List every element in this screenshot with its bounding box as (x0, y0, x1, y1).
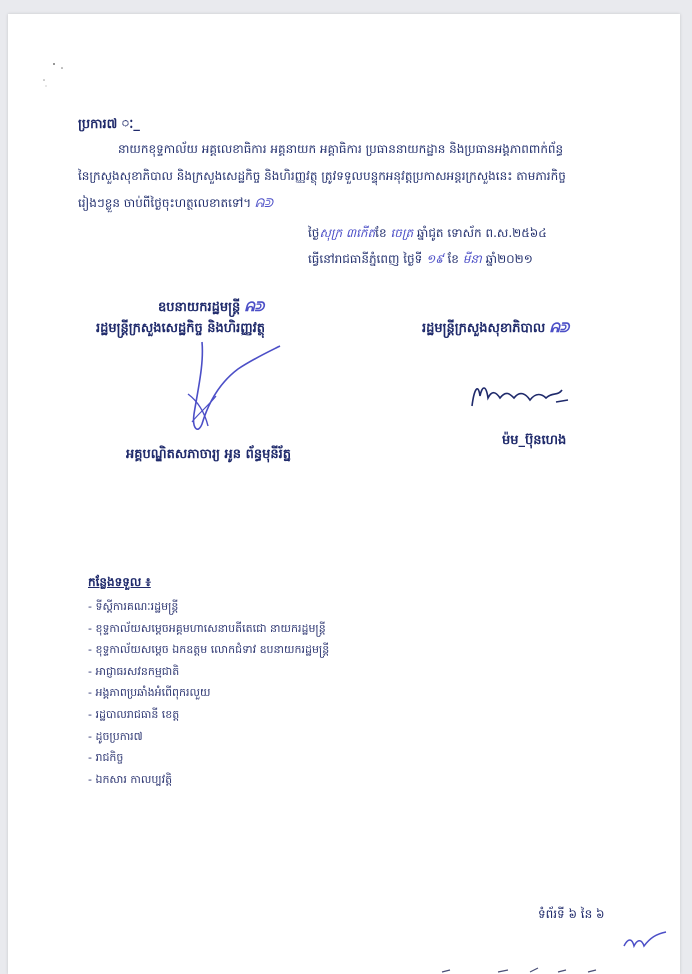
date-solar-prefix: ធ្វើនៅរាជធានីភ្នំពេញ ថ្ងៃទី (308, 252, 423, 266)
body-line: នាយកខុទ្ទកាល័យ អគ្គលេខាធិការ អគ្គនាយក អគ្គាធិការ ប្រធាននាយកដ្ឋាន និងប្រធានអង្គភាពពាក់ព័ន្ធ (118, 142, 564, 156)
next-page-edge-marks (438, 962, 598, 974)
right-title-initials: ᕱᕲ (549, 321, 570, 336)
right-signatory-title (422, 320, 569, 339)
page-initials-icon (622, 930, 668, 950)
date-lunar-suffix: ឆ្នាំជូត ទោស័ក ព.ស.២៥៦៤ (416, 226, 547, 240)
document-page (8, 14, 680, 974)
body-initials: ᕱᕲ (255, 196, 273, 210)
list-item: - ខុទ្ទកាល័យសម្តេចអគ្គមហាសេនាបតីតេជោ នាយករដ្ឋមន្ត្រី (88, 618, 329, 640)
body-paragraph (78, 136, 648, 217)
page-number: ទំព័រទី ៦ នៃ ៦ (538, 907, 605, 921)
date-solar-month-word: ខែ (447, 252, 459, 266)
article-label: ប្រការ៧ ៈ_ (78, 117, 140, 132)
date-lunar-day: សុក្រ ៣កើត (319, 226, 376, 240)
date-lunar-month: ចេត្រ (390, 226, 414, 240)
list-item: - រដ្ឋបាលរាជធានី ខេត្ត (88, 704, 329, 726)
date-solar-suffix: ឆ្នាំ២០២១ (485, 252, 533, 266)
left-signatory-name: អគ្គបណ្ឌិតសភាចារ្យ អូន ព័ន្ធមុនីរ័ត្ន (126, 447, 291, 462)
list-item: - អង្គភាពប្រឆាំងអំពើពុករលួយ (88, 682, 329, 704)
date-solar (308, 246, 547, 272)
body-line: នៃក្រសួងសុខាភិបាល និងក្រសួងសេដ្ឋកិច្ច និងហិរញ្ញវត្ថុ ត្រូវទទួលបន្ទុកអនុវត្តប្រកាសអន្តរក្រសួងនេះ តាមភារកិច្ច (78, 169, 566, 183)
list-item: - ខុទ្ទកាល័យសម្តេច ឯកឧត្តម លោកជំទាវ ឧបនាយករដ្ឋមន្ត្រី (88, 639, 329, 661)
body-line-text: រៀងៗខ្លួន ចាប់ពីថ្ងៃចុះហត្ថលេខាតទៅ។ (78, 196, 252, 210)
left-title-initials: ᕱᕲ (244, 300, 265, 315)
recipients-list (88, 596, 329, 790)
recipients-label: កន្លែងទទួល ៖ (88, 575, 151, 589)
date-solar-month: មីនា (462, 252, 482, 266)
right-signatory-name: ម៉ម_ប៊ុនហេង (502, 433, 567, 448)
right-signature-icon (466, 376, 576, 416)
date-lunar-prefix: ថ្ងៃ (308, 226, 320, 240)
date-block (308, 220, 547, 272)
list-item: - ឯកសារ កាលប្បវត្តិ (88, 769, 329, 791)
body-line-last (78, 190, 648, 217)
list-item: - ទីស្តីការគណៈរដ្ឋមន្ត្រី (88, 596, 329, 618)
date-solar-day: ១៩ (426, 252, 444, 266)
list-item: - អាជ្ញាធរសវនកម្មជាតិ (88, 661, 329, 683)
date-lunar (308, 220, 547, 246)
list-item: - ដូចប្រការ៧ (88, 726, 329, 748)
left-signatory-title2: រដ្ឋមន្ត្រីក្រសួងសេដ្ឋកិច្ច និងហិរញ្ញវត្ថុ (96, 321, 266, 336)
scan-specks (38, 60, 78, 90)
left-title1-text: ឧបនាយករដ្ឋមន្ត្រី (158, 300, 241, 315)
left-signature-icon (168, 334, 288, 444)
left-signatory-title1 (158, 299, 264, 318)
right-title-text: រដ្ឋមន្ត្រីក្រសួងសុខាភិបាល (422, 321, 546, 336)
list-item: - រាជកិច្ច (88, 747, 329, 769)
date-lunar-month-word: ខែ (375, 226, 387, 240)
